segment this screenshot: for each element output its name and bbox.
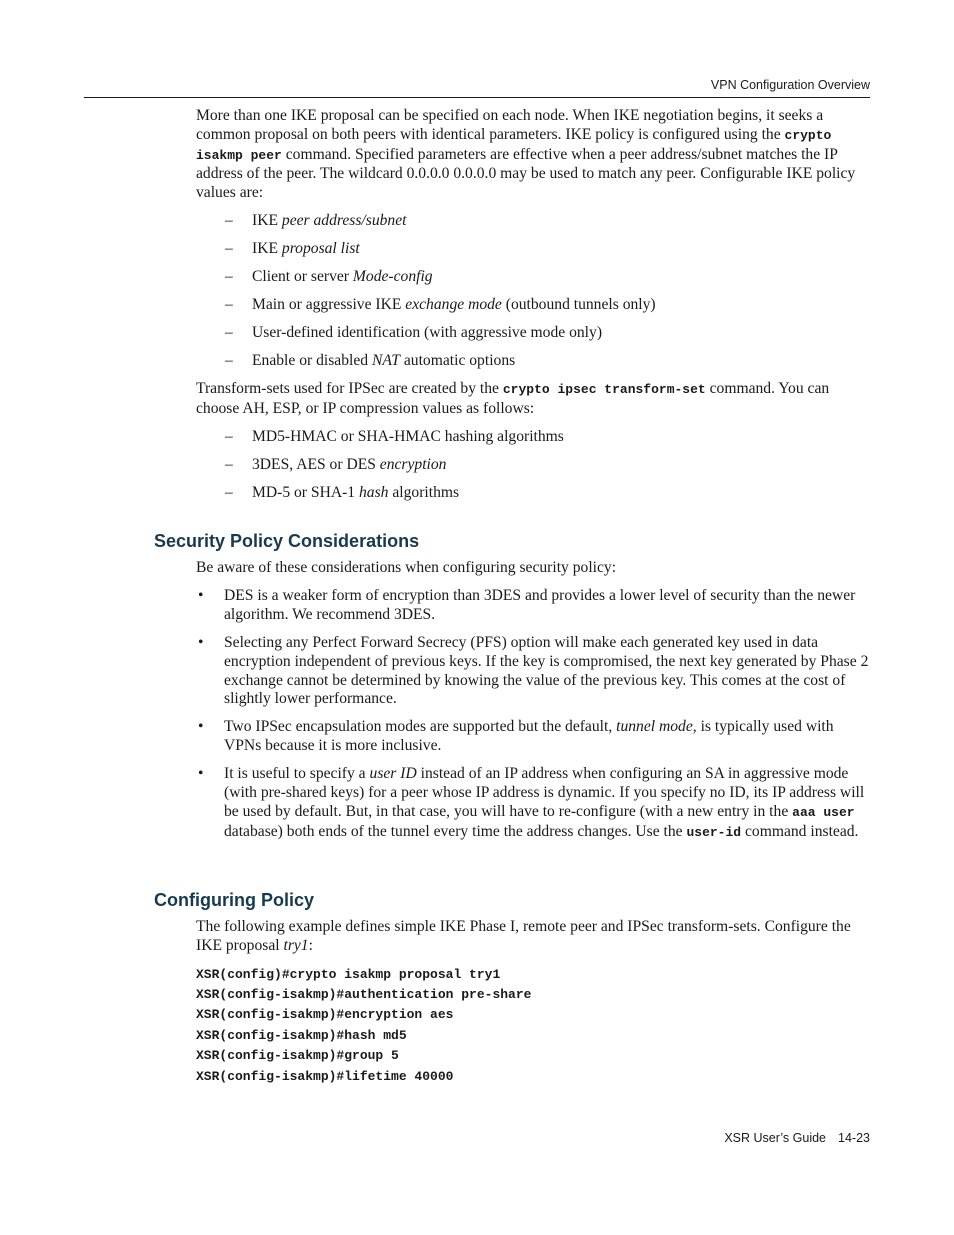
section-heading-configuring: Configuring Policy xyxy=(154,890,314,910)
list-item: • DES is a weaker form of encryption than 3DES and provides a lower level of security than the newer algorithm. We recommend 3DES. xyxy=(198,587,856,623)
code-line: XSR(config-isakmp)#group 5 xyxy=(196,1048,399,1064)
running-header: VPN Configuration Overview xyxy=(710,78,870,92)
list-item: • Selecting any Perfect Forward Secrecy (PFS) option will make each generated key used in data encryption independent of previous keys. If the key is compromised, the next key generated by Phase 2 exchange cannot be determined by knowing the value of the previous key. This comes at the cost of slightly lower performance. xyxy=(198,633,869,708)
security-section xyxy=(196,559,870,843)
list-item: – MD5-HMAC or SHA-HMAC hashing algorithms xyxy=(225,428,564,446)
ike-policy-list xyxy=(196,212,870,371)
intro-section xyxy=(196,107,870,503)
intro-paragraph: More than one IKE proposal can be specified on each node. When IKE negotiation begins, it seeks a common proposal on both peers with identical parameters. IKE policy is configured using the crypto isakmp peer command. Specified parameters are effective when a peer address/subnet matches the IP address of the peer. The wildcard 0.0.0.0 0.0.0.0 may be used to match any peer. Configurable IKE policy values are: xyxy=(196,107,856,202)
inline-command: crypto ipsec transform-set xyxy=(502,382,706,398)
list-item: • Two IPSec encapsulation modes are supported but the default, tunnel mode, is typically used with VPNs because it is more inclusive. xyxy=(198,718,834,755)
code-line: XSR(config-isakmp)#encryption aes xyxy=(196,1007,454,1023)
code-line: XSR(config-isakmp)#authentication pre-share xyxy=(196,987,532,1002)
list-item: – IKE proposal list xyxy=(225,240,360,258)
list-item: – Client or server Mode-config xyxy=(225,268,433,286)
header-rule xyxy=(84,97,870,98)
list-item: – Main or aggressive IKE exchange mode (outbound tunnels only) xyxy=(225,296,656,314)
inline-command: crypto isakmp peer xyxy=(196,127,832,163)
page-footer xyxy=(724,1131,870,1145)
code-line: XSR(config)#crypto isakmp proposal try1 xyxy=(196,966,501,982)
guide-title: XSR User’s Guide xyxy=(724,1131,827,1145)
inline-command: aaa user xyxy=(792,804,855,820)
list-item: – User-defined identification (with aggressive mode only) xyxy=(225,324,603,342)
section-heading-security: Security Policy Considerations xyxy=(154,531,420,551)
list-item: – 3DES, AES or DES encryption xyxy=(225,456,447,474)
security-lead: Be aware of these considerations when configuring security policy: xyxy=(196,559,617,576)
list-item: – MD-5 or SHA-1 hash algorithms xyxy=(225,484,460,502)
list-item: – IKE peer address/subnet xyxy=(225,212,407,230)
page-number: 14-23 xyxy=(838,1131,870,1145)
code-line: XSR(config-isakmp)#hash md5 xyxy=(196,1027,407,1043)
code-line: XSR(config-isakmp)#lifetime 40000 xyxy=(196,1068,454,1084)
security-bullets xyxy=(196,587,870,842)
list-item: • It is useful to specify a user ID instead of an IP address when configuring an SA in aggressive mode (with pre-shared keys) for a peer whose IP address is dynamic. If you specify no ID, its IP address will be used by default. But, in that case, you will have to re-configure (with a new entry in the aaa user database) both ends of the tunnel every time the address changes. Use the user-id command instead. xyxy=(198,765,865,840)
transform-set-paragraph: Transform-sets used for IPSec are created by the crypto ipsec transform-set command. You can choose AH, ESP, or IP compression values as follows: xyxy=(196,380,830,418)
transform-set-list xyxy=(196,428,870,503)
inline-command: user-id xyxy=(686,824,742,840)
configuring-lead: The following example defines simple IKE Phase I, remote peer and IPSec transform-sets. Configure the IKE proposal try1: xyxy=(196,918,851,954)
code-example xyxy=(196,965,870,1087)
configuring-section xyxy=(196,918,870,1087)
list-item: – Enable or disabled NAT automatic options xyxy=(225,352,516,370)
